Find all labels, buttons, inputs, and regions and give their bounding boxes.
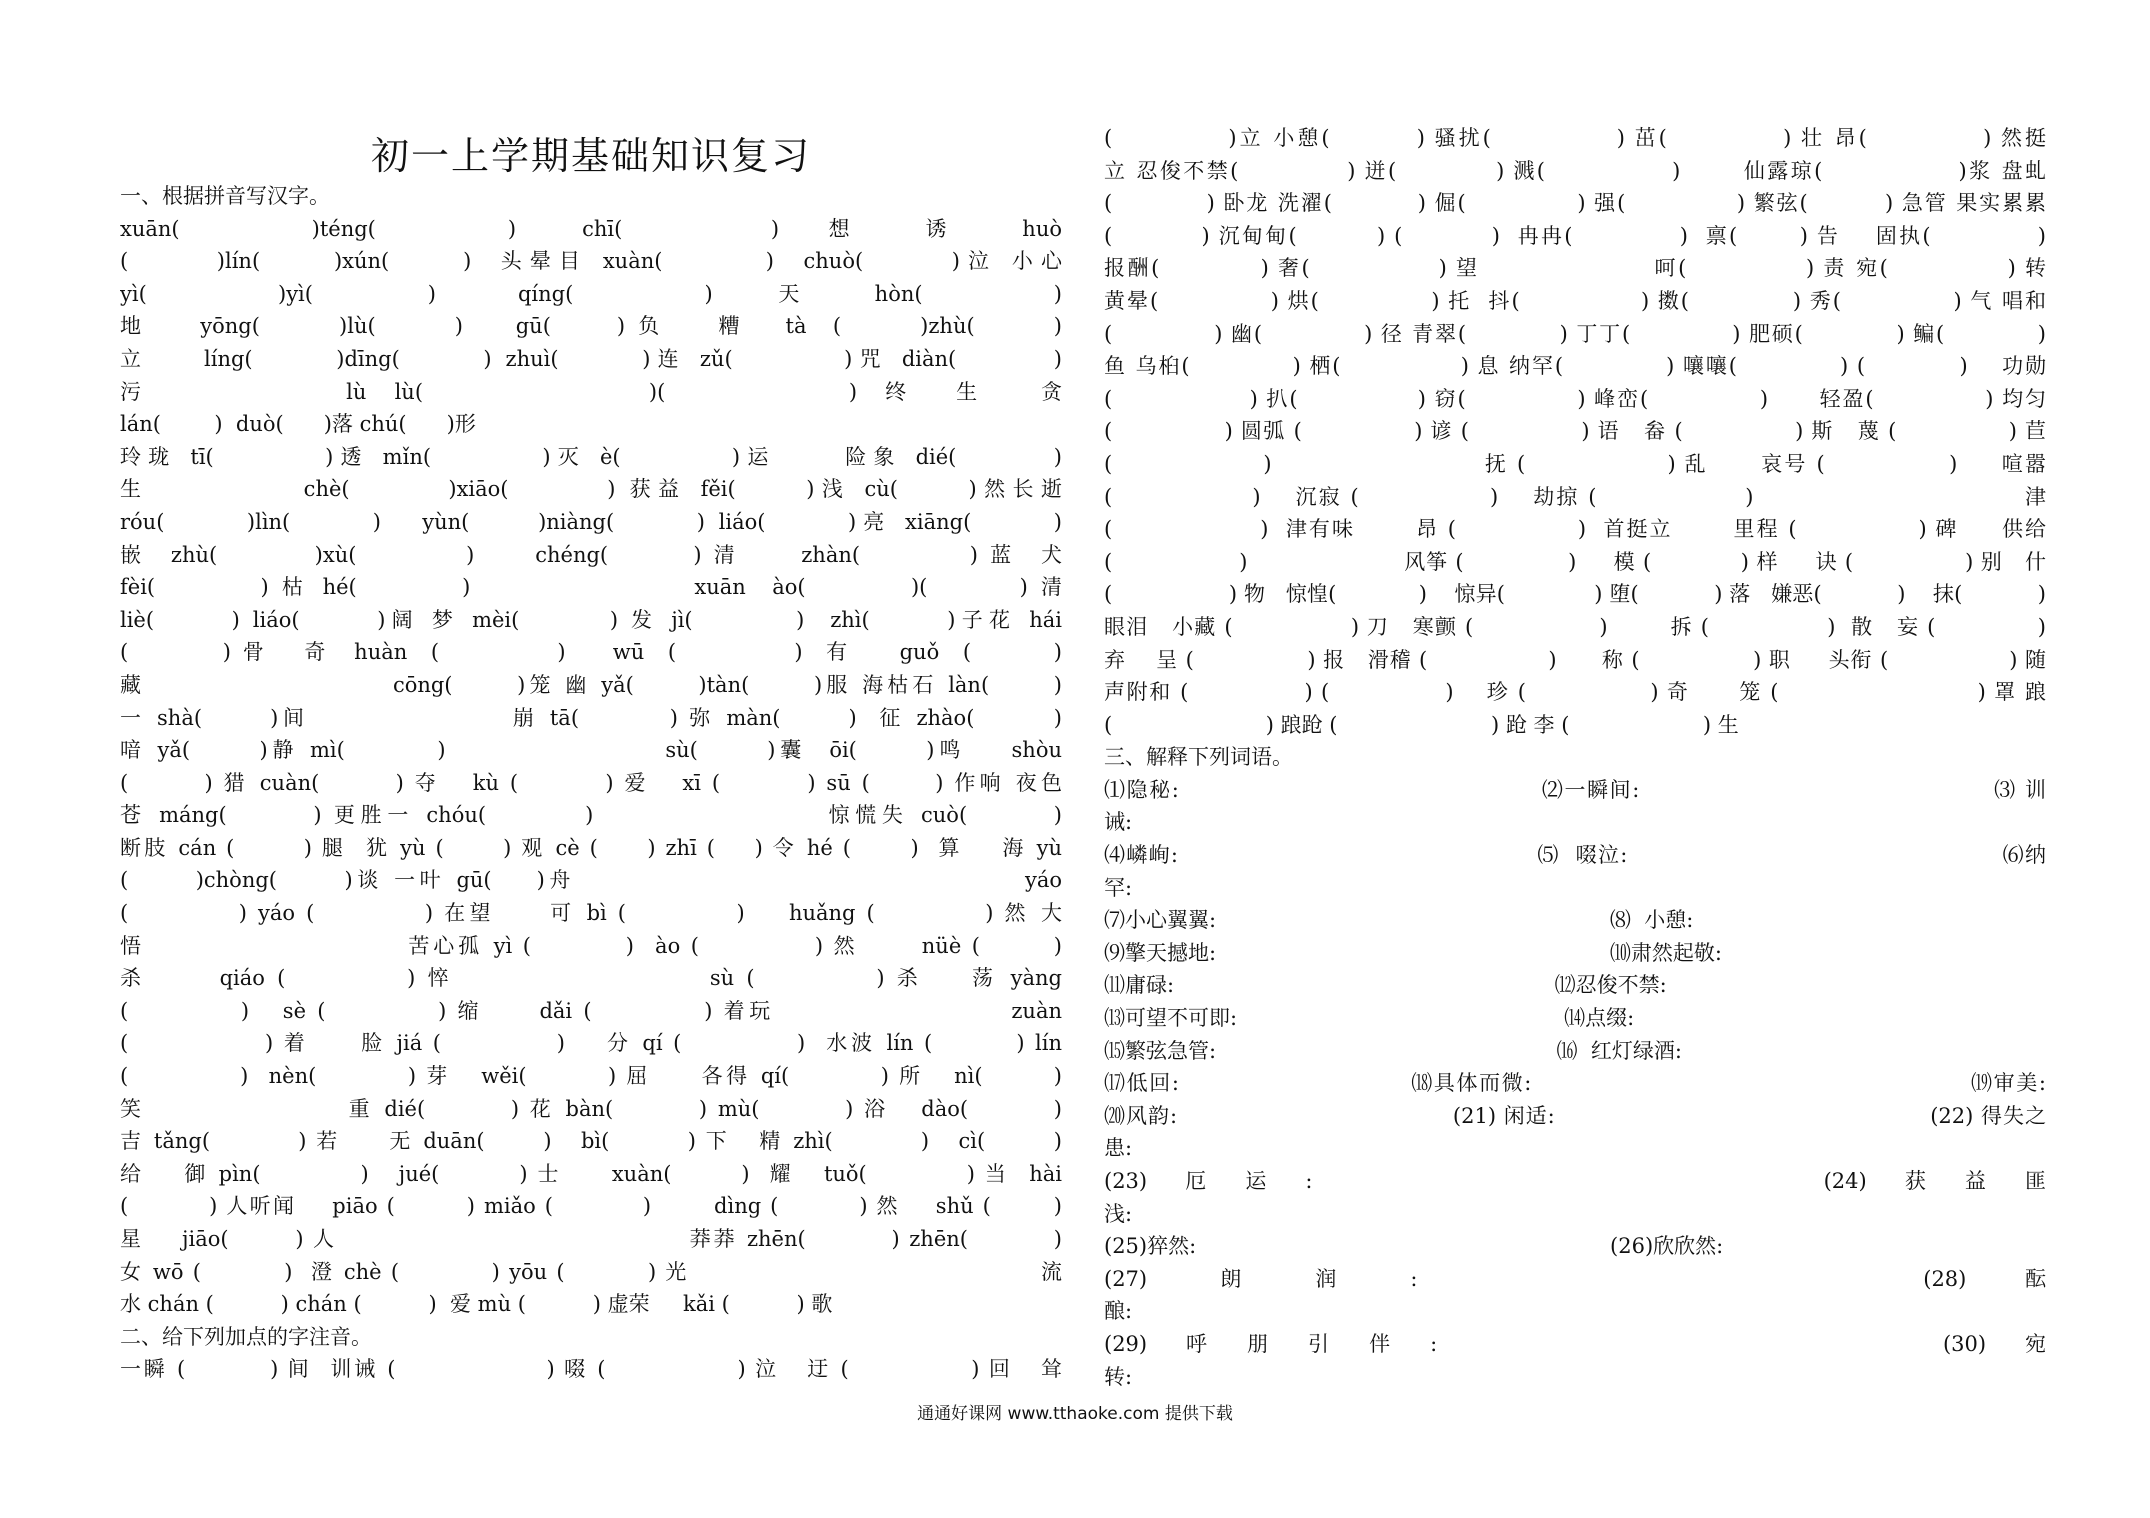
text-line: ( ) 圆弧 ( ) 谚 ( ) 语 畚 ( ) 斯 蔑 ( ) 苣 [1104, 419, 2046, 444]
text-line: 断肢 cán ( ) 腿 犹 yù ( ) 观 cè ( ) zhī ( ) 令 hé ( ) 算 海 yù [120, 835, 1062, 860]
text-line: ⒀可望不可即: ⒁点缀: [1104, 1006, 1635, 1031]
text-line: ( ) 猎 cuàn( ) 夺 kù ( ) 爱 xī ( ) sū ( ) 作响 夜色 [120, 770, 1062, 795]
text-line: ( ) 风筝 ( ) 模 ( ) 样 诀 ( ) 别 什 [1104, 549, 2046, 574]
text-line: ⑷嶙峋: ⑸ 啜泣: ⑹纳 [1104, 843, 2046, 868]
text-line: xuān( )téng( ) chī( ) 想 诱 huò [120, 216, 1062, 241]
text-line: 笑 重 dié( ) 花 bàn( ) mù( ) 浴 dào( ) [120, 1096, 1062, 1121]
text-line: róu( )lìn( ) yùn( )niàng( ) liáo( )亮 xiāng( ) [120, 509, 1062, 534]
text-line: 给 御 pìn( ) jué( ) 士 xuàn( ) 耀 tuǒ( ) 当 hài [120, 1161, 1062, 1186]
text-line: 声附和 ( ) ( ) 珍 ( ) 奇 笼 ( ) 罩 踉 [1104, 680, 2046, 705]
text-line: ( )立 小憩( ) 骚扰( ) 茁( ) 壮 昂( ) 然挺 [1104, 126, 2046, 150]
text-line: liè( ) liáo( )阔 梦 mèi( ) 发 jì( ) zhì( )子花 hái [120, 607, 1062, 632]
text-line: 鱼 乌桕( ) 栖( ) 息 纳罕( ) 嚷嚷( ) ( ) 功勋 [1104, 354, 2046, 379]
text-line: 报酬( ) 奢( ) 望 呵( ) 责 宛( ) 转 [1104, 256, 2046, 281]
text-line: 污 lù lù( )( ) 终 生 贪 [120, 379, 1062, 404]
text-line: ( ) 扒( ) 窃( ) 峰峦( ) 轻盈( ) 均匀 [1104, 386, 2046, 411]
text-line: 地 yōng( )lù( ) gū( ) 负 糟 tà ( )zhù( ) [120, 314, 1062, 339]
text-line: ( )chòng( )谈 一叶 gū( )舟 yáo [120, 868, 1062, 893]
text-line: 玲珑 tī( )透 mǐn( )灭 è( )运 险象 dié( ) [120, 444, 1062, 469]
text-line: 罕: [1104, 875, 1133, 900]
text-line: 吉 tǎng( ) 若 无 duān( ) bì( ) 下 精 zhì( ) cì( ) [120, 1129, 1062, 1154]
section-heading: 一、根据拼音写汉字。 [120, 184, 330, 208]
text-line: lán( ) duò( )落 chú( )形 [120, 412, 476, 437]
text-line: 生 chè( )xiāo( ) 获益 fěi( )浅 cù( )然长逝 [120, 477, 1062, 502]
text-line: fèi( ) 枯 hé( ) xuān ào( )( ) 清 [120, 575, 1062, 600]
text-line: (27) 朗 润 : (28) 酝 [1104, 1266, 2046, 1291]
text-line: ( ) 抚 ( ) 乱 哀号 ( ) 喧嚣 [1104, 451, 2046, 476]
text-line: ( ) 着 脸 jiá ( ) 分 qí ( ) 水波 lín ( ) lín [120, 1031, 1062, 1056]
text-line: ( ) 沉寂 ( ) 劫掠 ( ) 津 [1104, 484, 2046, 509]
text-line: 诫: [1104, 810, 1133, 835]
text-line: ⑺小心翼翼: ⑻ 小憩: [1104, 908, 1694, 933]
page-title: 初一上学期基础知识复习 [370, 134, 811, 178]
text-line: ( ) 沉甸甸( ) ( ) 冉冉( ) 禀( ) 告 固执( ) [1104, 223, 2046, 248]
text-line: 喑 yǎ( )静 mì( ) sù( )囊 ōi( )鸣 shòu [120, 738, 1062, 763]
text-line: ⑾庸碌: ⑿忍俊不禁: [1104, 973, 1667, 998]
text-line: ⒇风韵: (21) 闲适: (22) 得失之 [1104, 1103, 2046, 1128]
right-text-lines [1104, 122, 2046, 1393]
text-line: 酿: [1104, 1299, 1133, 1324]
text-line: ( ) 人听闻 piāo ( ) miǎo ( ) dìng ( ) 然 shǔ ( ) [120, 1194, 1062, 1219]
text-line: (25)猝然: (26)欣欣然: [1104, 1234, 1724, 1259]
text-line: ( ) 津有味 昂 ( ) 首挺立 里程 ( ) 碑 供给 [1104, 517, 2046, 542]
section-heading: 三、解释下列词语。 [1104, 745, 1293, 770]
text-line: 一 shà( )间 崩 tā( ) 弥 màn( ) 征 zhào( ) [120, 705, 1062, 730]
text-line: ( ) 卧龙 洗濯( ) 倔( ) 强( ) 繁弦( ) 急管 果实累累 [1104, 191, 2046, 216]
text-line: 一瞬 ( ) 间 训诫 ( ) 啜 ( ) 泣 迂 ( ) 回 耸 [120, 1357, 1062, 1382]
text-line: 藏 cōng( )笼 幽 yǎ( )tàn( )服 海枯石 làn( ) [120, 672, 1062, 697]
text-line: ( ) 骨 奇 huàn ( ) wū ( ) 有 guǒ ( ) [120, 640, 1062, 665]
text-line: ⒂繁弦急管: ⒃ 红灯绿酒: [1104, 1038, 1682, 1063]
text-line: 立 忍俊不禁( ) 迸( ) 溅( ) 仙露琼( )浆 盘虬 [1104, 158, 2046, 183]
section-heading: 二、给下列加点的字注音。 [120, 1324, 372, 1349]
text-line: 杀 qiáo ( ) 悴 sù ( ) 杀 荡 yàng [120, 966, 1062, 991]
text-line: 女 wō ( ) 澄 chè ( ) yōu ( ) 光 流 [120, 1259, 1062, 1284]
text-line: 嵌 zhù( )xù( ) chéng( ) 清 zhàn( ) 蓝 犬 [120, 542, 1062, 567]
text-line: ( ) 踉跄 ( ) 跄 李 ( ) 生 [1104, 712, 1739, 737]
text-line: 黄晕( ) 烘( ) 托 抖( ) 擞( ) 秀( ) 气 唱和 [1104, 288, 2046, 313]
text-line: yì( )yì( ) qíng( ) 天 hòn( ) [120, 281, 1062, 306]
text-line: 苍 máng( ) 更胜一 chóu( ) 惊慌失 cuò( ) [120, 803, 1062, 828]
text-line: ⑴隐秘: ⑵一瞬间: ⑶ 训 [1104, 777, 2046, 802]
text-line: 弃 呈 ( ) 报 滑稽 ( ) 称 ( ) 职 头衔 ( ) 随 [1104, 647, 2046, 672]
text-line: 立 líng( )dīng( ) zhuì( )连 zǔ( )咒 diàn( ) [120, 346, 1062, 371]
text-line: 眼泪 小藏 ( ) 刀 寒颤 ( ) 拆 ( ) 散 妄 ( ) [1104, 614, 2046, 639]
text-line: (29) 呼 朋 引 伴 : (30) 宛 [1104, 1331, 2046, 1356]
text-line: ⑼擎天撼地: ⑽肃然起敬: [1104, 940, 1722, 965]
text-line: (23) 厄 运 : (24) 获 益 匪 [1104, 1169, 2046, 1193]
text-line: ( ) 幽( ) 径 青翠( ) 丁丁( ) 肥硕( ) 鳊( ) [1104, 321, 2046, 346]
text-line: ( ) yáo ( ) 在望 可 bì ( ) huǎng ( ) 然 大 [120, 901, 1062, 926]
text-line: 患: [1104, 1136, 1133, 1161]
text-line: 水 chán ( ) chán ( ) 爱 mù ( ) 虚荣 kǎi ( ) 歌 [120, 1292, 833, 1317]
text-line: 悟 苦心孤 yì ( ) ào ( ) 然 nüè ( ) [120, 933, 1062, 958]
text-line: ( ) nèn( ) 芽 wěi( ) 屈 各得 qí( ) 所 nì( ) [120, 1064, 1062, 1089]
text-line: 转: [1104, 1364, 1133, 1389]
text-line: ( ) sè ( ) 缩 dǎi ( ) 着玩 zuàn [120, 998, 1062, 1023]
footer-credit: 通通好课网 www.tthaoke.com 提供下载 [917, 1404, 1233, 1424]
text-line: ⒄低回: ⒅具体而微: ⒆审美: [1104, 1071, 2046, 1096]
text-line: ( ) 物 惊惶( ) 惊异( ) 堕( ) 落 嫌恶( ) 抹( ) [1104, 582, 2046, 607]
text-line: 星 jiāo( ) 人 莽莽 zhēn( ) zhēn( ) [120, 1227, 1062, 1251]
text-line: 浅: [1104, 1201, 1133, 1226]
left-text-lines [120, 180, 1062, 1386]
text-line: ( )lín( )xún( ) 头晕目 xuàn( ) chuò( )泣 小心 [120, 249, 1062, 274]
